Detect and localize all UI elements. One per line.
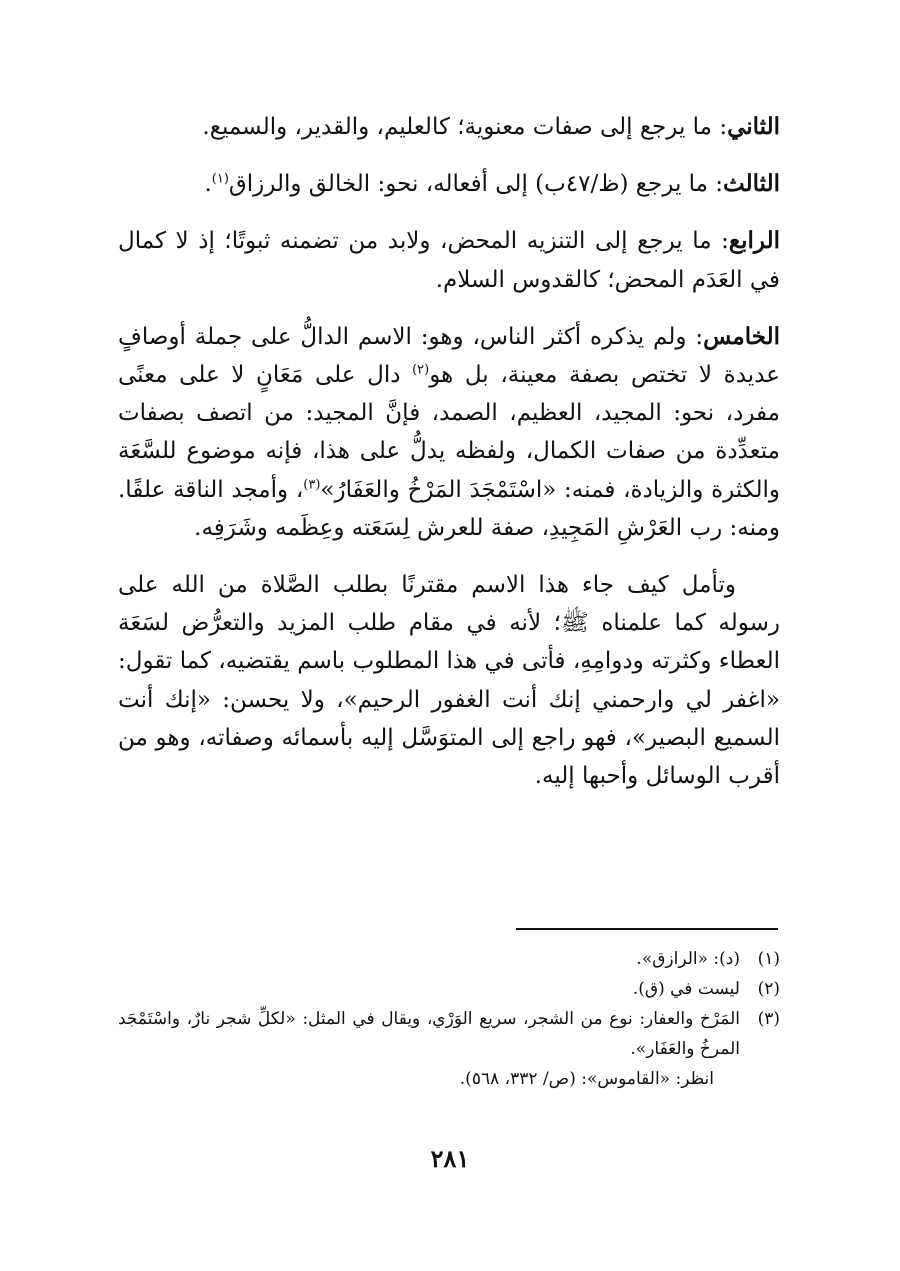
paragraph-text: : ما يرجع إلى صفات معنوية؛ كالعليم، والقدير، والسميع. xyxy=(202,114,728,140)
paragraph-lead: الرابع xyxy=(728,227,780,255)
paragraph-text: : ما يرجع إلى التنزيه المحض، ولابد من تضمنه ثبوتًا؛ إذ لا كمال في العَدَم المحض؛ كالقدوس السلام. xyxy=(118,228,780,293)
paragraph-text: : ولم يذكره أكثر الناس، وهو: الاسم الدالُّ على جملة أوصافٍ عديدة لا تختص بصفة معينة، بل هو xyxy=(118,323,780,389)
footnote-item xyxy=(118,974,780,1004)
paragraph-lead: الثاني xyxy=(727,113,780,140)
paragraph-text-end: . xyxy=(204,171,212,198)
paragraph-second xyxy=(118,108,780,146)
footnotes xyxy=(118,944,780,1094)
paragraph-lead: الثالث xyxy=(723,170,780,198)
footnote-reference: انظر: «القاموس»: (ص/ ٣٣٢، ٥٦٨). xyxy=(459,1069,714,1089)
paragraph-fourth xyxy=(118,222,780,298)
paragraph-text: : ما يرجع (ظ/٤٧ب) إلى أفعاله، نحو: الخالق والرزاق xyxy=(228,171,724,198)
footnote-item xyxy=(118,1004,780,1064)
paragraph-third xyxy=(118,165,780,203)
paragraph-text-end: ، وأمجد الناقة علفًا. ومنه: رب العَرْشِ المَجِيدِ، صفة للعرش لِسَعَته وعِظَمه وشَرَفِه. xyxy=(118,476,780,541)
paragraph-text-middle: دال على مَعَانٍ لا على معنًى مفرد، نحو: المجيد، العظيم، الصمد، فإنَّ المجيد: من اتصف بصفات متعدِّدة من صفات الكمال، ولفظه يدلُّ على هذا، فإنه موضوع للسَّعَة والكثرة والزيادة، فمنه: «اسْتَمْجَدَ المَرْخُ والعَفَارُ» xyxy=(118,362,780,503)
footnote-number: (٢) xyxy=(757,979,780,999)
main-text xyxy=(118,108,780,814)
paragraph-lead: الخامس xyxy=(703,322,780,350)
footnote-text: (د): «الرازق». xyxy=(636,949,740,969)
footnote-item xyxy=(118,944,780,974)
footnote-number: (١) xyxy=(757,949,780,969)
paragraph-fifth xyxy=(118,318,780,547)
footnote-text: ليست في (ق). xyxy=(632,979,740,999)
page-number: ٢٨١ xyxy=(430,1144,470,1173)
footnote-marker: (٢) xyxy=(412,362,430,378)
paragraph-closing: وتأمل كيف جاء هذا الاسم مقترنًا بطلب الصَّلاة من الله على رسوله كما علمناه ﷺ؛ لأنه في مقام طلب المزيد والتعرُّض لسَعَة العطاء وكثرته ودوامِهِ، فأتى في هذا المطلوب باسم يقتضيه، كما تقول: «اغفر لي وارحمني إنك أنت الغفور الرحيم»، ولا يحسن: «إنك أنت السميع البصير»، فهو راجع إلى المتوَسَّل إليه بأسمائه وصفاته، وهو من أقرب الوسائل وأحبها إليه. xyxy=(118,572,780,790)
footnote-number: (٣) xyxy=(757,1009,780,1029)
footnote-separator xyxy=(516,928,778,930)
footnote-text: المَرْخ والعفار: نوع من الشجر، سريع الوَرْي، ويقال في المثل: «لكلِّ شجر نارٌ، واسْتَمْجَد المرخُ والعَفَار». xyxy=(118,1009,740,1059)
footnote-marker: (٣) xyxy=(303,476,321,492)
footnote-marker: (١) xyxy=(211,171,229,187)
